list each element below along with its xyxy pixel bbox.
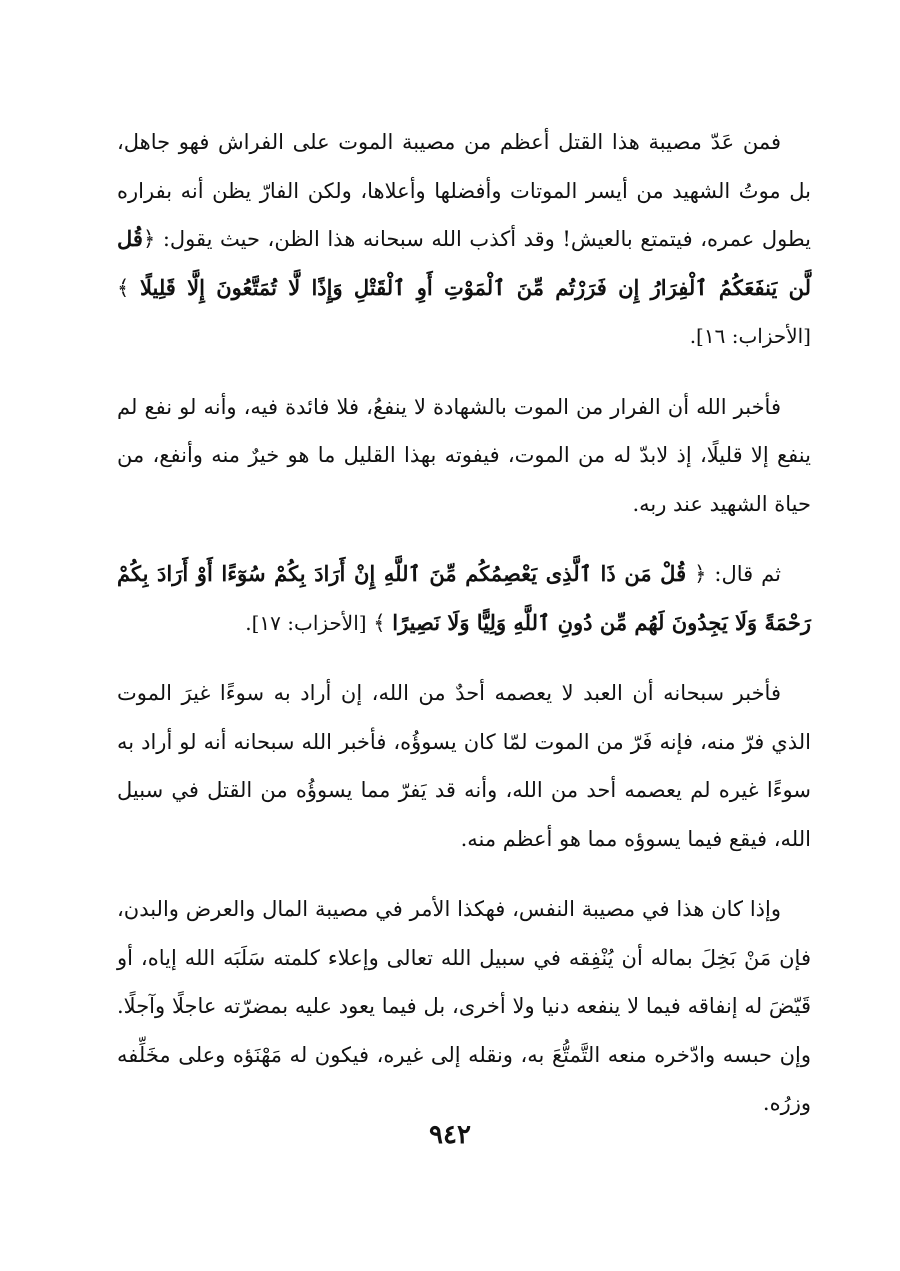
paragraph-text: ثم قال:	[706, 562, 781, 586]
paragraph-3	[117, 550, 811, 647]
paragraph-text: فمن عَدّ مصيبة هذا القتل أعظم من مصيبة الموت على الفراش فهو جاهل، بل موتُ الشهيد من أيسر الموتات وأفضلها وأعلاها، ولكن الفارّ يظن أنه بفراره يطول عمره، فيتمتع بالعيش! وقد أكذب الله سبحانه هذا الظن، حيث يقول:	[117, 130, 811, 251]
verse-citation: [الأحزاب: ١٧].	[245, 610, 367, 635]
verse-citation: [الأحزاب: ١٦].	[689, 324, 811, 348]
page-number: ٩٤٢	[429, 1120, 471, 1150]
paragraph-2	[117, 383, 811, 529]
paragraph-text: وإذا كان هذا في مصيبة النفس، فهكذا الأمر في مصيبة المال والعرض والبدن، فإن مَنْ بَخِلَ بماله أن يُنْفِقه في سبيل الله تعالى وإعلاء كلمته سَلَبَه الله إياه، أو قَيّضَ له إنفاقه فيما لا ينفعه دنيا ولا أخرى، بل فيما يعود عليه بمضرّته عاجلًا وآجلًا. وإن حبسه وادّخره منعه التَّمتُّعَ به، ونقله إلى غيره، فيكون له مَهْنَؤه وعلى مخَلِّفه وزرُه.	[117, 897, 811, 1115]
paragraph-1	[117, 118, 811, 361]
paragraph-text: فأخبر سبحانه أن العبد لا يعصمه أحدٌ من الله، إن أراد به سوءًا غيرَ الموت الذي فرّ منه، فإنه فَرّ من الموت لمّا كان يسوؤُه، فأخبر الله سبحانه أنه لو أراد به سوءًا غيره لم يعصمه أحد من الله، وأنه قد يَفرّ مما يسوؤُه من القتل في سبيل الله، فيقع فيما يسوؤه مما هو أعظم منه.	[117, 681, 811, 851]
quran-ornament-open: ﴿	[142, 227, 156, 251]
quran-ornament-close: ﴾	[117, 275, 130, 300]
quran-verse: قُل لَّن يَنفَعَكُمُ ٱلْفِرَارُ إِن فَرَرْتُم مِّنَ ٱلْمَوْتِ أَوِ ٱلْقَتْلِ وَإِذًا لَّا تُمَتَّعُونَ إِلَّا قَلِيلًا	[117, 226, 811, 300]
page-body	[117, 118, 811, 1150]
quran-ornament-close: ﴾	[373, 610, 386, 635]
paragraph-text: فأخبر الله أن الفرار من الموت بالشهادة لا ينفعُ، فلا فائدة فيه، وأنه لو نفع لم ينفع إلا قليلًا، إذ لابدّ له من الموت، فيفوته بهذا القليل ما هو خيرٌ منه وأنفع، من حياة الشهيد عند ربه.	[117, 394, 811, 516]
paragraph-5	[117, 885, 811, 1128]
paragraph-4	[117, 669, 811, 863]
quran-ornament-open: ﴿	[694, 562, 707, 586]
quran-verse: قُلْ مَن ذَا ٱلَّذِى يَعْصِمُكُم مِّنَ ٱللَّهِ إِنْ أَرَادَ بِكُمْ سُوٓءًا أَوْ أَرَادَ بِكُمْ رَحْمَةً وَلَا يَجِدُونَ لَهُم مِّن دُونِ ٱللَّهِ وَلِيًّا وَلَا نَصِيرًا	[117, 561, 811, 635]
